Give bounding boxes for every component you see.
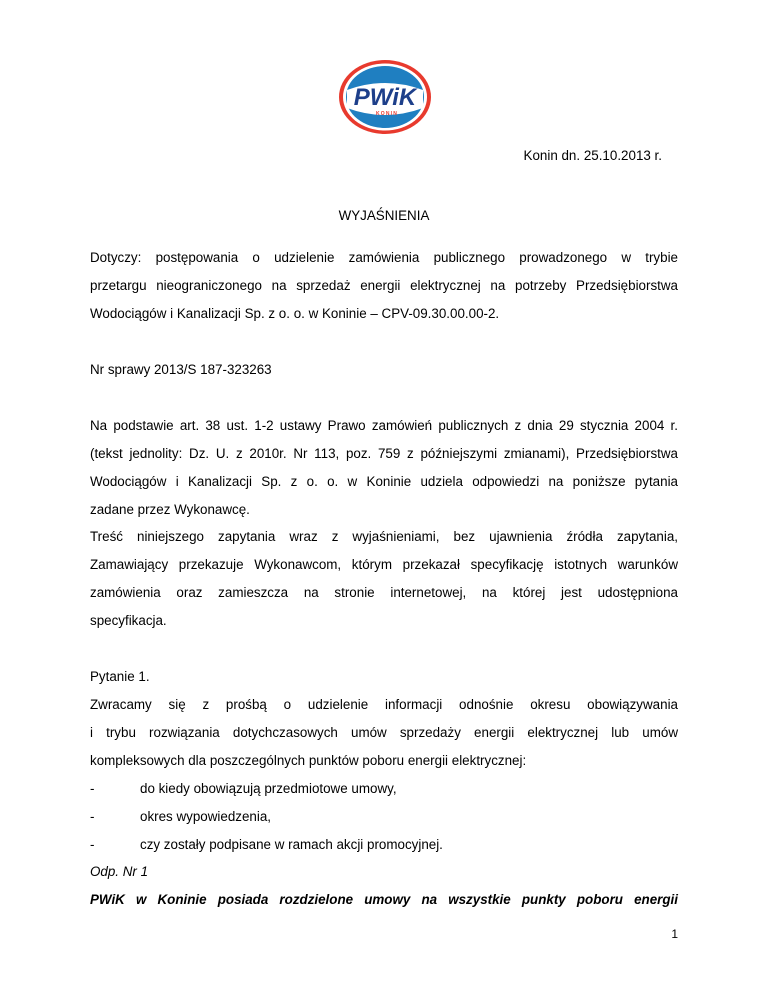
logo-subtext: KONIN xyxy=(375,111,399,117)
question-bullet-list xyxy=(90,775,678,859)
basis-line: Na podstawie art. 38 ust. 1-2 ustawy Prawo zamówień publicznych z dnia 29 stycznia 2004 r. xyxy=(90,418,678,433)
answer-line: PWiK w Koninie posiada rozdzielone umowy na wszystkie punkty poboru energii xyxy=(90,892,678,907)
question-block xyxy=(90,663,678,775)
basis-line: (tekst jednolity: Dz. U. z 2010r. Nr 113, poz. 759 z późniejszymi zmianami), Przedsiębiorstwa xyxy=(90,446,678,461)
content-line: Treść niniejszego zapytania wraz z wyjaśnieniami, bez ujawnienia źródła zapytania, xyxy=(90,529,678,544)
content-line: zamówienia oraz zamieszcza na stronie internetowej, na której jest udostępniona xyxy=(90,585,678,600)
document-title: WYJAŚNIENIA xyxy=(338,208,430,223)
subject-line: przetargu nieograniczonego na sprzedaż energii elektrycznej na potrzeby Przedsiębiorstwa xyxy=(90,278,678,293)
question-line: i trybu rozwiązania dotychczasowych umów sprzedaży energii elektrycznej lub umów xyxy=(90,725,678,740)
case-number xyxy=(90,356,678,384)
content-line: specyfikacja. xyxy=(90,613,167,628)
subject-paragraph xyxy=(90,244,678,328)
subject-line: Dotyczy: postępowania o udzielenie zamówienia publicznego prowadzonego w trybie xyxy=(90,250,678,265)
content-paragraph xyxy=(90,523,678,635)
basis-paragraph xyxy=(90,412,678,524)
list-item: - okres wypowiedzenia, xyxy=(90,809,271,824)
question-line: Zwracamy się z prośbą o udzielenie informacji odnośnie okresu obowiązywania xyxy=(90,697,678,712)
subject-line: Wodociągów i Kanalizacji Sp. z o. o. w Koninie – CPV-09.30.00.00-2. xyxy=(90,306,500,321)
content-line: Zamawiający przekazuje Wykonawcom, którym przekazał specyfikację istotnych warunków xyxy=(90,557,678,572)
list-item-text: okres wypowiedzenia, xyxy=(140,809,271,824)
list-item-text: do kiedy obowiązują przedmiotowe umowy, xyxy=(140,781,397,796)
logo-text: PWiK xyxy=(353,84,417,111)
list-item: - do kiedy obowiązują przedmiotowe umowy, xyxy=(90,781,397,796)
question-line: kompleksowych dla poszczególnych punktów poboru energii elektrycznej: xyxy=(90,753,527,768)
page-number: 1 xyxy=(671,927,678,941)
list-item: - czy zostały podpisane w ramach akcji promocyjnej. xyxy=(90,837,443,852)
answer-block xyxy=(90,858,678,914)
document-date: Konin dn. 25.10.2013 r. xyxy=(523,148,662,163)
list-item-text: czy zostały podpisane w ramach akcji promocyjnej. xyxy=(140,837,443,852)
case-number-text: Nr sprawy 2013/S 187-323263 xyxy=(90,362,272,377)
basis-line: zadane przez Wykonawcę. xyxy=(90,502,250,517)
basis-line: Wodociągów i Kanalizacji Sp. z o. o. w Koninie udziela odpowiedzi na poniższe pytania xyxy=(90,474,678,489)
pwik-logo xyxy=(337,58,433,136)
answer-heading: Odp. Nr 1 xyxy=(90,864,149,879)
question-heading: Pytanie 1. xyxy=(90,669,150,684)
